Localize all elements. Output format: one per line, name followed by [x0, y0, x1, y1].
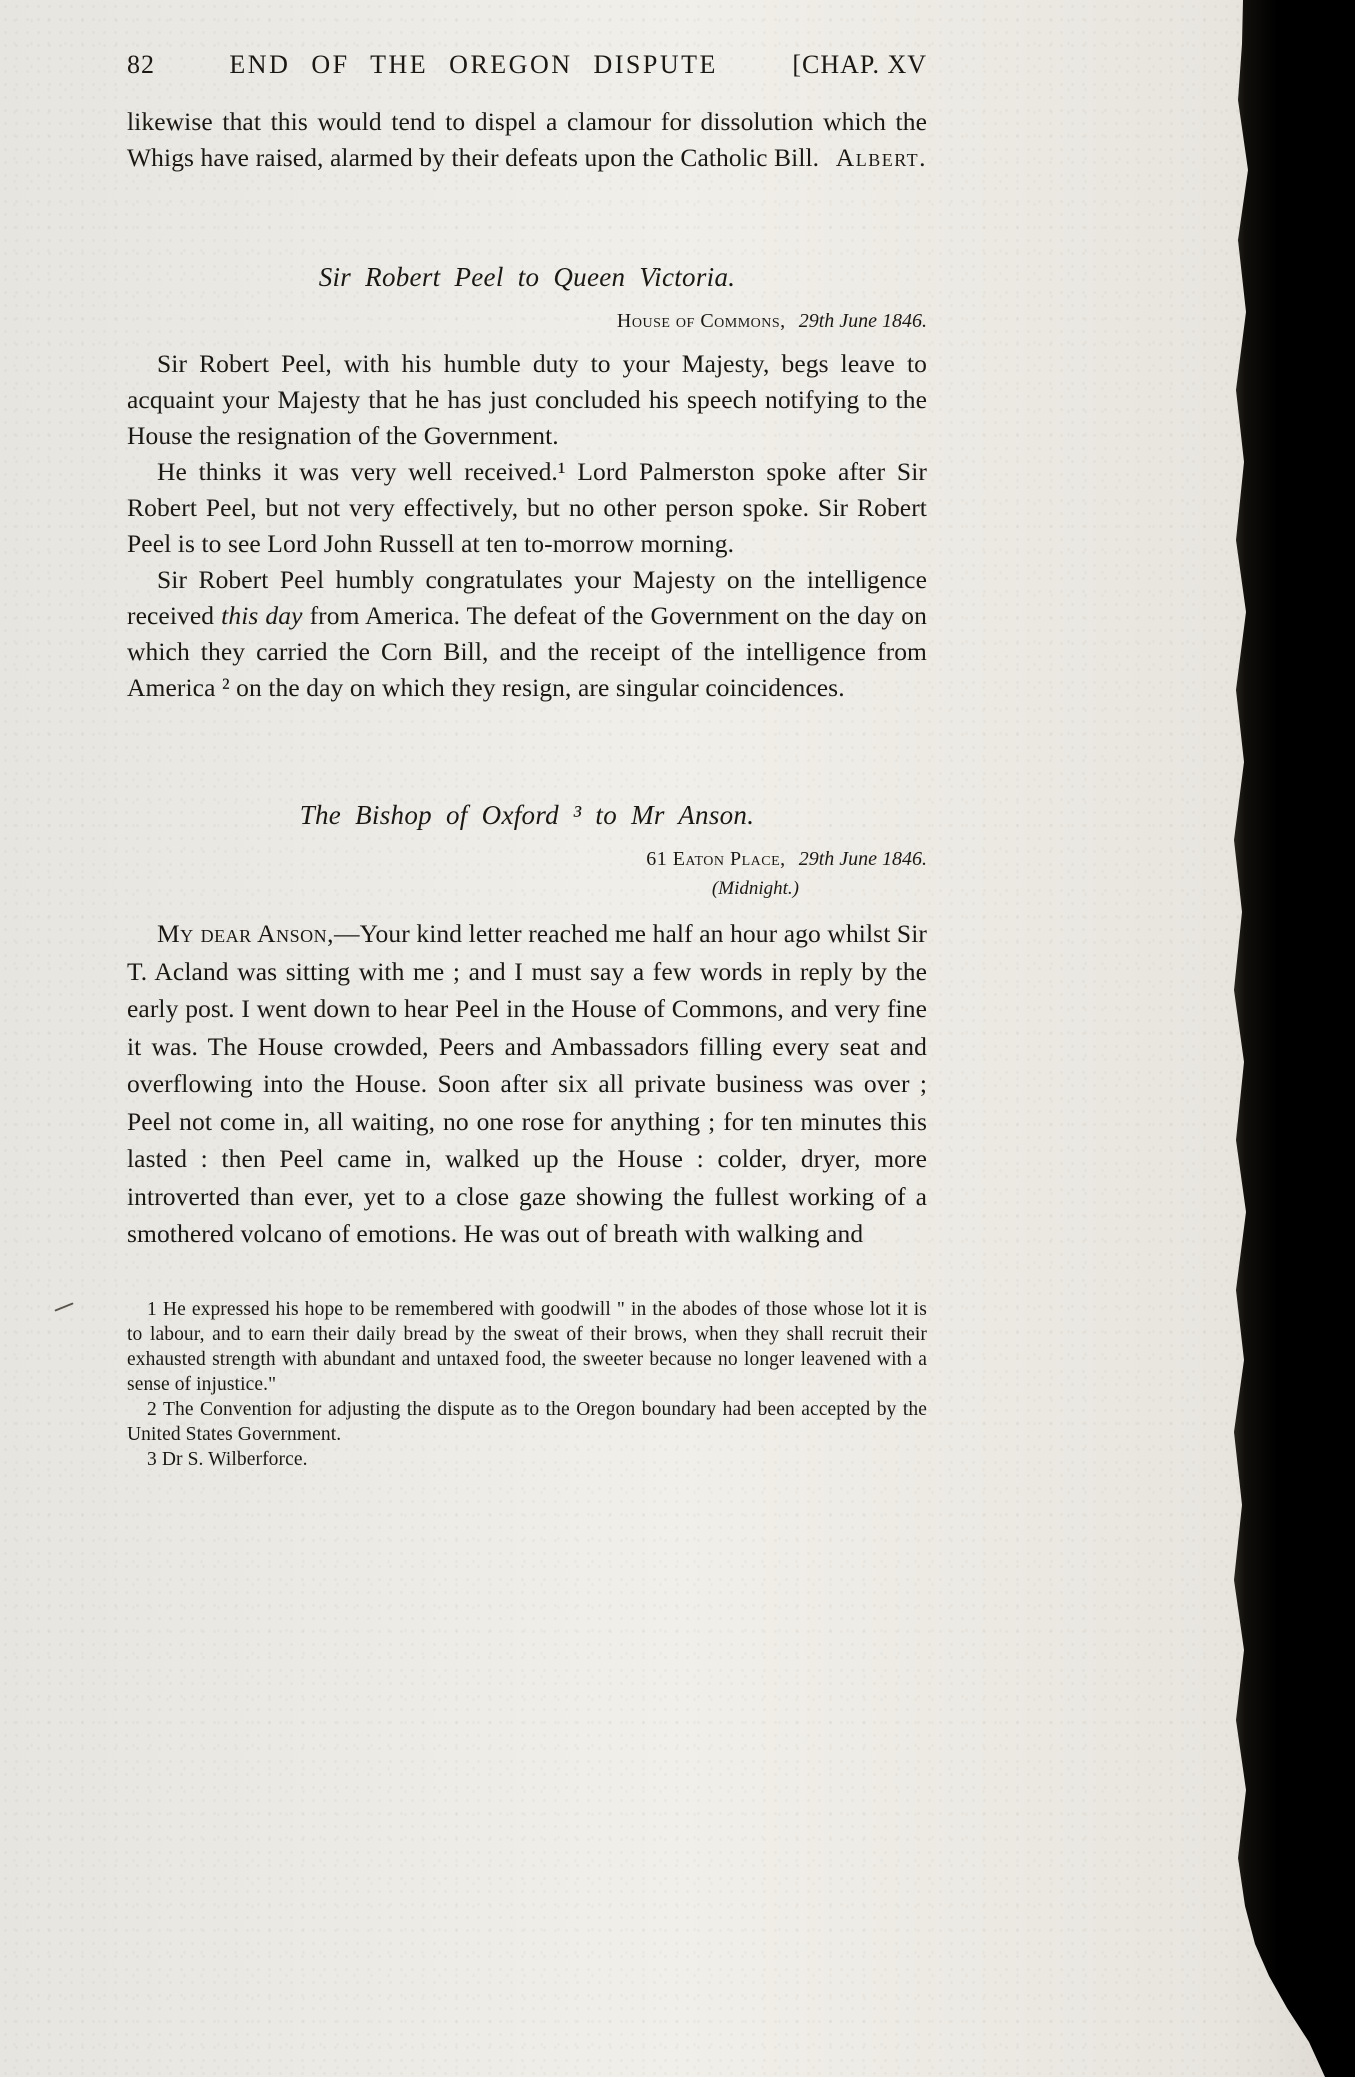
letter1-paragraph-3-tail: from America. The defeat of the Government on the day on which they carried the Corn Bill, and the receipt of the intelligence from America ² on the day on which they resign, are singular coincidences.: [127, 601, 927, 702]
letter1-dateline-place: House of Commons,: [616, 310, 786, 332]
letter1-paragraph-3-lead: Sir Robert Peel humbly congratulates your Majesty on the intelligence received: [127, 565, 927, 630]
letter-bishop-to-anson: [127, 800, 927, 1253]
running-header: [127, 50, 927, 80]
running-header-title: END OF THE OREGON DISPUTE: [229, 50, 718, 79]
footnotes: [127, 1297, 927, 1472]
letter1-dateline-date: 29th June 1846.: [798, 310, 927, 332]
page-number: 82: [127, 50, 155, 79]
margin-pen-mark: [54, 1302, 73, 1311]
letter1-dateline: [127, 309, 927, 334]
intro-text: likewise that this would tend to dispel a clamour for dissolution which the Whigs have raised, alarmed by their defeats upon the Catholic Bill.: [127, 107, 927, 172]
letter1-paragraph-3-italic: this day: [221, 601, 303, 630]
letter1-title: Sir Robert Peel to Queen Victoria.: [318, 262, 736, 292]
letter2-dateline: [127, 847, 927, 872]
page-content: [127, 50, 927, 1472]
footnote-1: 1 He expressed his hope to be remembered with goodwill " in the abodes of those whose lot it is to labour, and to earn their daily bread by the sweat of their brows, when they shall recruit their exhausted strength with abundant and untaxed food, the sweeter because no longer leavened with a sense of injustice.": [127, 1298, 927, 1395]
letter2-title: The Bishop of Oxford ³ to Mr Anson.: [299, 800, 755, 830]
letter-peel-to-victoria: [127, 262, 927, 706]
letter2-dateline-date: 29th June 1846.: [798, 848, 927, 870]
chapter-label: [CHAP. XV: [792, 50, 927, 79]
letter1-paragraph-1: Sir Robert Peel, with his humble duty to your Majesty, begs leave to acquaint your Majesty that he has just concluded his speech notifying to the House the resignation of the Government.: [127, 349, 927, 450]
scan-binding-shadow: [1223, 0, 1355, 2077]
signature-albert: Albert.: [835, 143, 927, 172]
letter1-paragraph-2: He thinks it was very well received.¹ Lord Palmerston spoke after Sir Robert Peel, but not very effectively, but no other person spoke. Sir Robert Peel is to see Lord John Russell at ten to-morrow morning.: [127, 457, 927, 558]
letter2-paragraph-1: [127, 915, 927, 1253]
letter2-salutation: My dear Anson,: [157, 919, 334, 948]
intro-paragraph: [127, 104, 927, 176]
footnote-3: 3 Dr S. Wilberforce.: [147, 1448, 308, 1470]
letter1-paragraph-3: [127, 562, 927, 706]
letter2-dateline-note: (Midnight.): [711, 878, 799, 899]
letter2-paragraph-1-body: —Your kind letter reached me half an hour ago whilst Sir T. Acland was sitting with me ; and I must say a few words in reply by the early post. I went down to hear Peel in the House of Commons, and very fine it was. The House crowded, Peers and Ambassadors filling every seat and overflowing into the House. Soon after six all private business was over ; Peel not come in, all waiting, no one rose for anything ; for ten minutes this lasted : then Peel came in, walked up the House : colder, dryer, more introverted than ever, yet to a close gaze showing the fullest working of a smothered volcano of emotions. He was out of breath with walking and: [127, 919, 927, 1248]
letter2-dateline-place: 61 Eaton Place,: [646, 848, 786, 870]
footnote-2: 2 The Convention for adjusting the dispute as to the Oregon boundary had been accepted by the United States Government.: [127, 1398, 927, 1445]
